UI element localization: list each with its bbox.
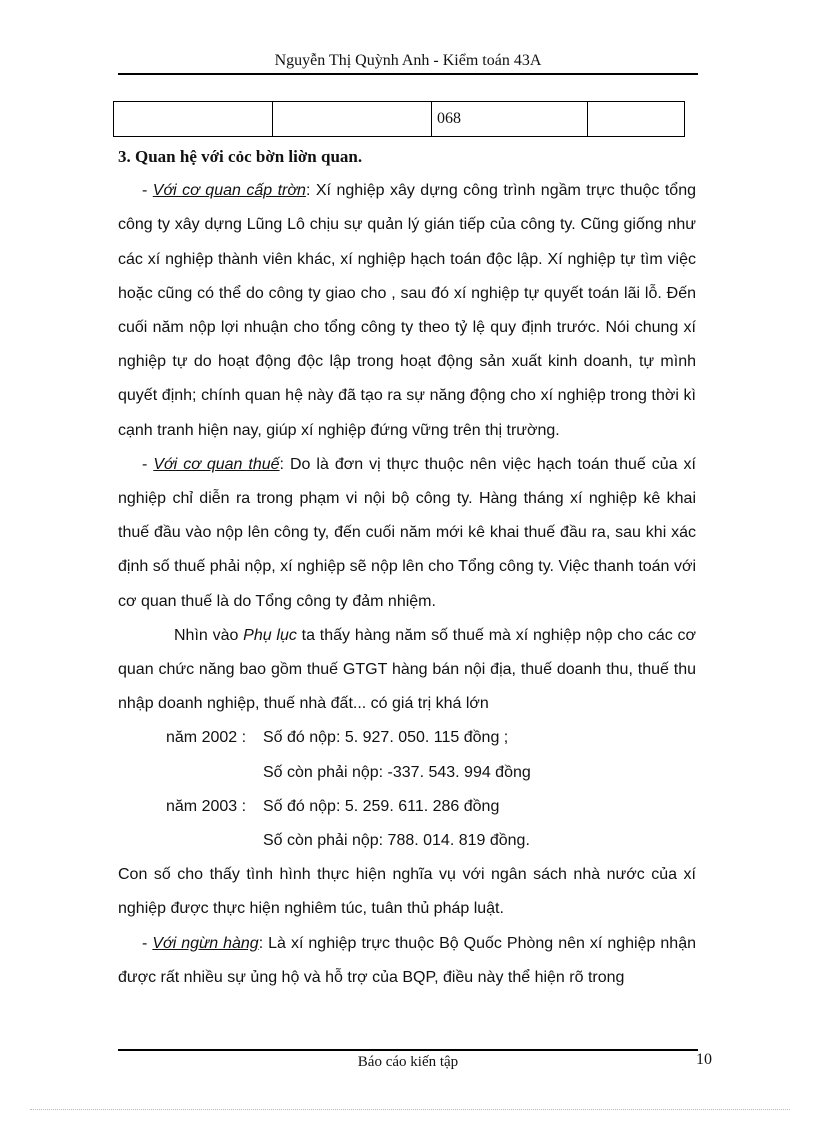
paid-2003: Số đó nộp: 5. 259. 611. 286 đồng [263, 797, 500, 815]
remain-2003: Số còn phải nộp: 788. 014. 819 đồng. [263, 832, 530, 850]
appendix-text: ta thấy hàng năm số thuế mà xí nghiệp nộp cho các cơ quan chức năng bao gồm thuế GTGT hàng bán nội địa, thuế doanh thu, thuế thu nhập doanh nghiệp, thuế nhà đất... có giá trị khá lớn [118, 626, 697, 713]
superior-agency-label: Với cơ quan cấp trờn [152, 182, 306, 200]
paragraph-tax-agency: - Với cơ quan thuế: Do là đơn vị thực thuộc nên việc hạch toán thuế của xí nghiệp chỉ diễn ra trong phạm vi nội bộ công ty. Hàng tháng xí nghiệp kê khai thuế đầu vào nộp lên công ty, đến cuối năm mới kê khai thuế đầu ra, sau khi xác định số thuế phải nộp, xí nghiệp sẽ nộp lên cho Tổng công ty. Việc thanh toán với cơ quan thuế là do Tổng công ty đảm nhiệm. [118, 455, 696, 610]
page-break-line [30, 1109, 790, 1110]
header-rule [118, 73, 698, 75]
continuation-table [113, 101, 685, 137]
footer-rule [118, 1049, 698, 1051]
superior-agency-text: : Xí nghiệp xây dựng công trình ngầm trực thuộc tổng công ty xây dựng Lũng Lô chịu sự quản lý gián tiếp của công ty. Cũng giống như các xí nghiệp thành viên khác, xí nghiệp hạch toán độc lập. Xí nghiệp tự tìm việc hoặc cũng có thể do công ty giao cho , sau đó xí nghiệp tự quyết toán lãi lỗ. Đến cuối năm nộp lợi nhuận cho tổng công ty theo tỷ lệ quy định trước. Nói chung xí nghiệp tự do hoạt động độc lập trong hoạt động sản xuất kinh doanh, tự mình quyết định; chính quan hệ này đã tạo ra sự năng động cho xí nghiệp trong thời kì cạnh tranh hiện nay, giúp xí nghiệp đứng vững trên thị trường. [118, 182, 696, 439]
body-text [118, 140, 696, 995]
page-header: Nguyễn Thị Quỳnh Anh - Kiểm toán 43A [274, 52, 542, 69]
appendix-ref: Phụ lục [243, 626, 297, 644]
tax-agency-text: : Do là đơn vị thực thuộc nên việc hạch toán thuế của xí nghiệp chỉ diễn ra trong phạm vi nội bộ công ty. Hàng tháng xí nghiệp kê khai thuế đầu vào nộp lên công ty, đến cuối năm mới kê khai thuế đầu ra, sau khi xác định số thuế phải nộp, xí nghiệp sẽ nộp lên cho Tổng công ty. Việc thanh toán với cơ quan thuế là do Tổng công ty đảm nhiệm. [118, 455, 696, 610]
paragraph-bank: - Với ngừn hàng: Là xí nghiệp trực thuộc Bộ Quốc Phòng nên xí nghiệp nhận được rất nhiều sự ủng hộ và hỗ trợ của BQP, điều này thể hiện rõ trong [118, 934, 696, 986]
table-cell [114, 102, 273, 137]
year-2003: năm 2003 : [166, 797, 247, 815]
remain-2002: Số còn phải nộp: -337. 543. 994 đồng [263, 763, 531, 781]
table-cell [273, 102, 432, 137]
tax-row-2003 [118, 790, 696, 824]
appendix-pre: Nhìn vào [174, 626, 244, 644]
paid-2002: Số đó nộp: 5. 927. 050. 115 đồng ; [263, 729, 509, 747]
table-cell: 068 [432, 102, 588, 137]
paragraph-superior-agency: - Với cơ quan cấp trờn: Xí nghiệp xây dựng công trình ngầm trực thuộc tổng công ty xây dựng Lũng Lô chịu sự quản lý gián tiếp của công ty. Cũng giống như các xí nghiệp thành viên khác, xí nghiệp hạch toán độc lập. Xí nghiệp tự tìm việc hoặc cũng có thể do công ty giao cho , sau đó xí nghiệp tự quyết toán lãi lỗ. Đến cuối năm nộp lợi nhuận cho tổng công ty theo tỷ lệ quy định trước. Nói chung xí nghiệp tự do hoạt động độc lập trong hoạt động sản xuất kinh doanh, tự mình quyết định; chính quan hệ này đã tạo ra sự năng động cho xí nghiệp trong thời kì cạnh tranh hiện nay, giúp xí nghiệp đứng vững trên thị trường. [118, 182, 696, 439]
paragraph-conclusion: Con số cho thấy tình hình thực hiện nghĩa vụ với ngân sách nhà nước của xí nghiệp được thực hiện nghiêm túc, tuân thủ pháp luật. [118, 866, 696, 918]
bank-label: Với ngừn hàng [152, 934, 259, 952]
tax-row-2002 [118, 721, 696, 755]
year-2002: năm 2002 : [166, 729, 247, 747]
footer-title: Báo cáo kiến tập [357, 1054, 459, 1070]
table-row [114, 102, 685, 137]
table-cell [588, 102, 685, 137]
paragraph-appendix [118, 619, 696, 722]
section-heading: 3. Quan hệ với cỏc bờn liờn quan. [118, 147, 363, 166]
bank-text: : Là xí nghiệp trực thuộc Bộ Quốc Phòng nên xí nghiệp nhận được rất nhiều sự ủng hộ và hỗ trợ của BQP, điều này thể hiện rõ trong [118, 934, 696, 986]
page-number: 10 [696, 1051, 712, 1068]
tax-agency-label: Với cơ quan thuế [153, 455, 280, 473]
